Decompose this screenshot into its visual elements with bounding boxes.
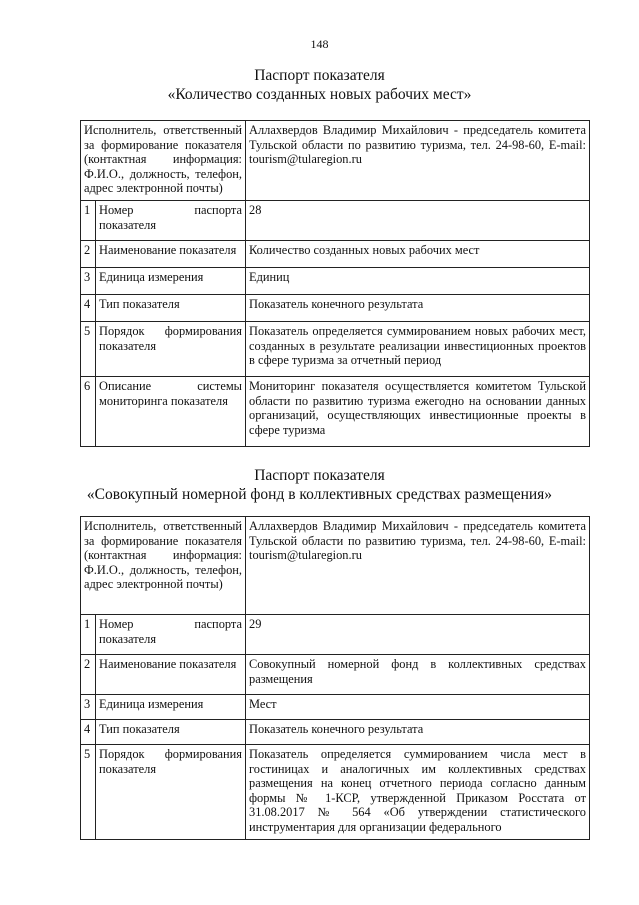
table-row [81, 615, 590, 655]
row-label: Порядок формирования показателя [96, 321, 246, 376]
passport-1-title [0, 66, 639, 104]
row-value: Показатель конечного результата [246, 720, 590, 745]
row-value: Показатель определяется суммированием числа мест в гостиницах и аналогичных им коллективных средствах размещения на конец отчетного периода согласно данным формы № 1-КСР, утвержденной Приказом Росстата от 31.08.2017 № 564 «Об утверждении статистического инструментария для организации федерального [246, 745, 590, 840]
row-label: Наименование показателя [96, 240, 246, 267]
row-value: 29 [246, 615, 590, 655]
row-label: Тип показателя [96, 294, 246, 321]
row-label: Единица измерения [96, 267, 246, 294]
row-label: Порядок формирования показателя [96, 745, 246, 840]
row-value: Мест [246, 695, 590, 720]
row-label: Единица измерения [96, 695, 246, 720]
row-number: 3 [81, 267, 96, 294]
row-label: Тип показателя [96, 720, 246, 745]
passport-2-title-line1: Паспорт показателя [254, 467, 385, 484]
passport-2-title [0, 466, 639, 504]
row-number: 4 [81, 720, 96, 745]
table-row [81, 376, 590, 446]
table-row [81, 200, 590, 240]
passport-1-table [80, 120, 590, 447]
executor-value: Аллахвердов Владимир Михайлович - председатель комитета Тульской области по развитию туризма, тел. 24-98-60, E-mail: tourism@tularegion.ru [246, 517, 590, 615]
page-number: 148 [310, 37, 329, 51]
row-number: 2 [81, 240, 96, 267]
row-label: Номер паспорта показателя [96, 615, 246, 655]
row-number: 4 [81, 294, 96, 321]
row-number: 1 [81, 200, 96, 240]
table-row [81, 267, 590, 294]
row-value: Совокупный номерной фонд в коллективных средствах размещения [246, 655, 590, 695]
row-label: Номер паспорта показателя [96, 200, 246, 240]
table-row [81, 745, 590, 840]
row-value: Единиц [246, 267, 590, 294]
table-row [81, 121, 590, 201]
table-row [81, 294, 590, 321]
table-row [81, 695, 590, 720]
table-row [81, 720, 590, 745]
row-number: 3 [81, 695, 96, 720]
row-value: Мониторинг показателя осуществляется комитетом Тульской области по развитию туризма ежегодно на основании данных организаций, осуществляющих инвестиционные проекты в сфере туризма [246, 376, 590, 446]
table-row [81, 240, 590, 267]
row-value: 28 [246, 200, 590, 240]
row-number: 5 [81, 321, 96, 376]
table-row [81, 517, 590, 615]
executor-label: Исполнитель, ответственный за формирование показателя (контактная информация: Ф.И.О., должность, телефон, адрес электронной почты) [81, 121, 246, 201]
row-label: Описание системы мониторинга показателя [96, 376, 246, 446]
passport-1-title-line1: Паспорт показателя [254, 67, 385, 84]
row-number: 1 [81, 615, 96, 655]
table-row [81, 321, 590, 376]
passport-2-table [80, 516, 590, 840]
table-row [81, 655, 590, 695]
row-number: 5 [81, 745, 96, 840]
row-label: Наименование показателя [96, 655, 246, 695]
row-number: 2 [81, 655, 96, 695]
row-value: Показатель конечного результата [246, 294, 590, 321]
passport-2-title-line2: «Совокупный номерной фонд в коллективных средствах размещения» [86, 486, 553, 503]
row-value: Показатель определяется суммированием новых рабочих мест, созданных в результате реализации инвестиционных проектов в сфере туризма за отчетный период [246, 321, 590, 376]
row-number: 6 [81, 376, 96, 446]
executor-value: Аллахвердов Владимир Михайлович - председатель комитета Тульской области по развитию туризма, тел. 24-98-60, E-mail: tourism@tularegion.ru [246, 121, 590, 201]
row-value: Количество созданных новых рабочих мест [246, 240, 590, 267]
passport-1-title-line2: «Количество созданных новых рабочих мест» [167, 86, 472, 103]
executor-label: Исполнитель, ответственный за формирование показателя (контактная информация: Ф.И.О., должность, телефон, адрес электронной почты) [81, 517, 246, 615]
